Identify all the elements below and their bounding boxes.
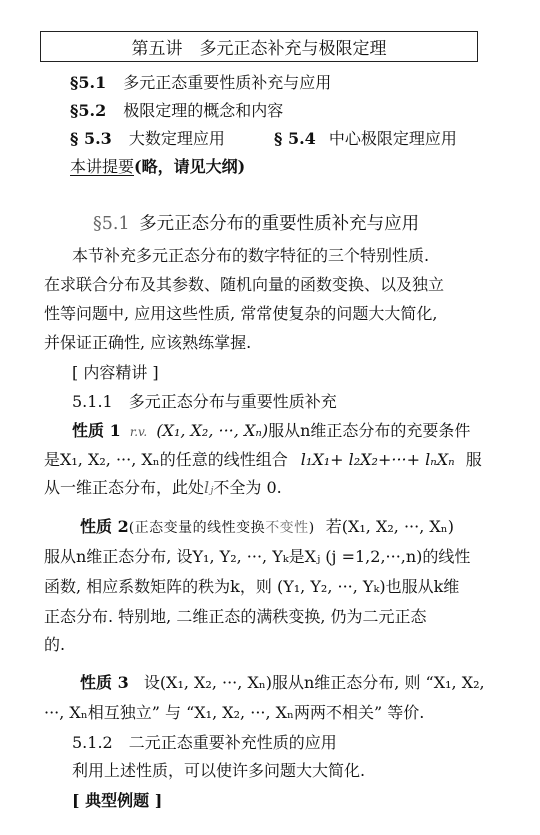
intro-line-1: 本节补充多元正态分布的数字特征的三个特别性质. xyxy=(72,246,430,265)
toc-item-5-2 xyxy=(70,101,283,121)
property-1-tail: 从一维正态分布，此处 xyxy=(44,478,205,497)
property-1-label: 性质 1 xyxy=(72,421,121,440)
section-number: §5.1 xyxy=(93,214,130,234)
property-2-label: 性质 2 xyxy=(80,517,129,536)
property-1-line-2 xyxy=(44,450,482,470)
property-1-line-1 xyxy=(72,421,470,442)
property-1-end: 不全为 0. xyxy=(213,478,282,497)
summary-link[interactable]: 本讲提要 xyxy=(70,157,135,176)
random-vector: (X₁, X₂, ···, Xₙ) xyxy=(156,421,269,440)
property-2-note: (正态变量的线性变换不变性) xyxy=(128,520,315,536)
summary-note: (略，请见大纲) xyxy=(134,157,246,176)
coefficient-symbol: lⱼ xyxy=(204,478,214,497)
property-3-line-1 xyxy=(80,673,485,693)
content-tag: [ 内容精讲 ] xyxy=(72,363,159,382)
intro-line-4: 并保证正确性, 应该熟练掌握. xyxy=(44,333,252,352)
property-2-text: 若(X₁, X₂, ···, Xₙ) xyxy=(325,517,454,536)
subsection-5-1-2-text: 利用上述性质，可以使许多问题大大简化. xyxy=(72,761,366,780)
property-1-line-3 xyxy=(44,478,282,498)
section-title: 多元正态分布的重要性质补充与应用 xyxy=(139,214,420,234)
property-2-line-3: 函数, 相应系数矩阵的秩为k，则 (Y₁, Y₂, ···, Yₖ)也服从k维 xyxy=(44,577,460,596)
section-heading xyxy=(93,214,419,234)
toc-item-5-1 xyxy=(70,73,331,93)
toc-label: 中心极限定理应用 xyxy=(328,129,457,148)
toc-number: §5.2 xyxy=(70,101,107,120)
linear-combination-text: 是X₁, X₂, ···, Xₙ的任意的线性组合 xyxy=(44,450,288,469)
toc-label: 多元正态重要性质补充与应用 xyxy=(123,73,332,92)
linear-combination-expression: l₁X₁+ l₂X₂+···+ lₙXₙ xyxy=(300,450,455,469)
property-2-line-5: 的. xyxy=(44,635,66,654)
property-1-condition: 服从n维正态分布的充要条件 xyxy=(268,421,471,440)
examples-tag: [ 典型例题 ] xyxy=(72,791,163,810)
property-3-label: 性质 3 xyxy=(80,673,129,692)
toc-label: 极限定理的概念和内容 xyxy=(123,101,284,120)
lecture-title: 第五讲 多元正态补充与极限定理 xyxy=(40,31,478,62)
toc-number: §5.1 xyxy=(70,73,107,92)
subsection-5-1-1: 5.1.1 多元正态分布与重要性质补充 xyxy=(72,392,337,411)
intro-line-2: 在求联合分布及其参数、随机向量的函数变换、以及独立 xyxy=(44,275,445,294)
subsection-5-1-2: 5.1.2 二元正态重要补充性质的应用 xyxy=(72,733,337,752)
property-1-continued: 服 xyxy=(465,450,482,469)
toc-number: § 5.3 xyxy=(70,129,112,148)
toc-item-5-4 xyxy=(274,129,457,149)
property-3-line-2: ···, Xₙ相互独立” 与 “X₁, X₂, ···, Xₙ两两不相关” 等价. xyxy=(44,703,425,722)
property-2-line-2: 服从n维正态分布, 设Y₁, Y₂, ···, Yₖ是Xⱼ (j =1,2,···,n)的线性 xyxy=(44,547,471,566)
property-3-text: 设(X₁, X₂, ···, Xₙ)服从n维正态分布, 则 “X₁, X₂, xyxy=(143,673,485,692)
intro-line-3: 性等问题中, 应用这些性质, 常常使复杂的问题大大简化, xyxy=(44,304,438,323)
toc-item-5-3 xyxy=(70,129,225,149)
summary-line xyxy=(70,157,245,177)
toc-number: § 5.4 xyxy=(274,129,316,148)
toc-label: 大数定理应用 xyxy=(128,129,225,148)
property-2-line-1 xyxy=(80,517,454,538)
rv-mark: r.v. xyxy=(129,425,148,439)
property-2-line-4: 正态分布. 特别地, 二维正态的满秩变换, 仍为二元正态 xyxy=(44,607,427,626)
